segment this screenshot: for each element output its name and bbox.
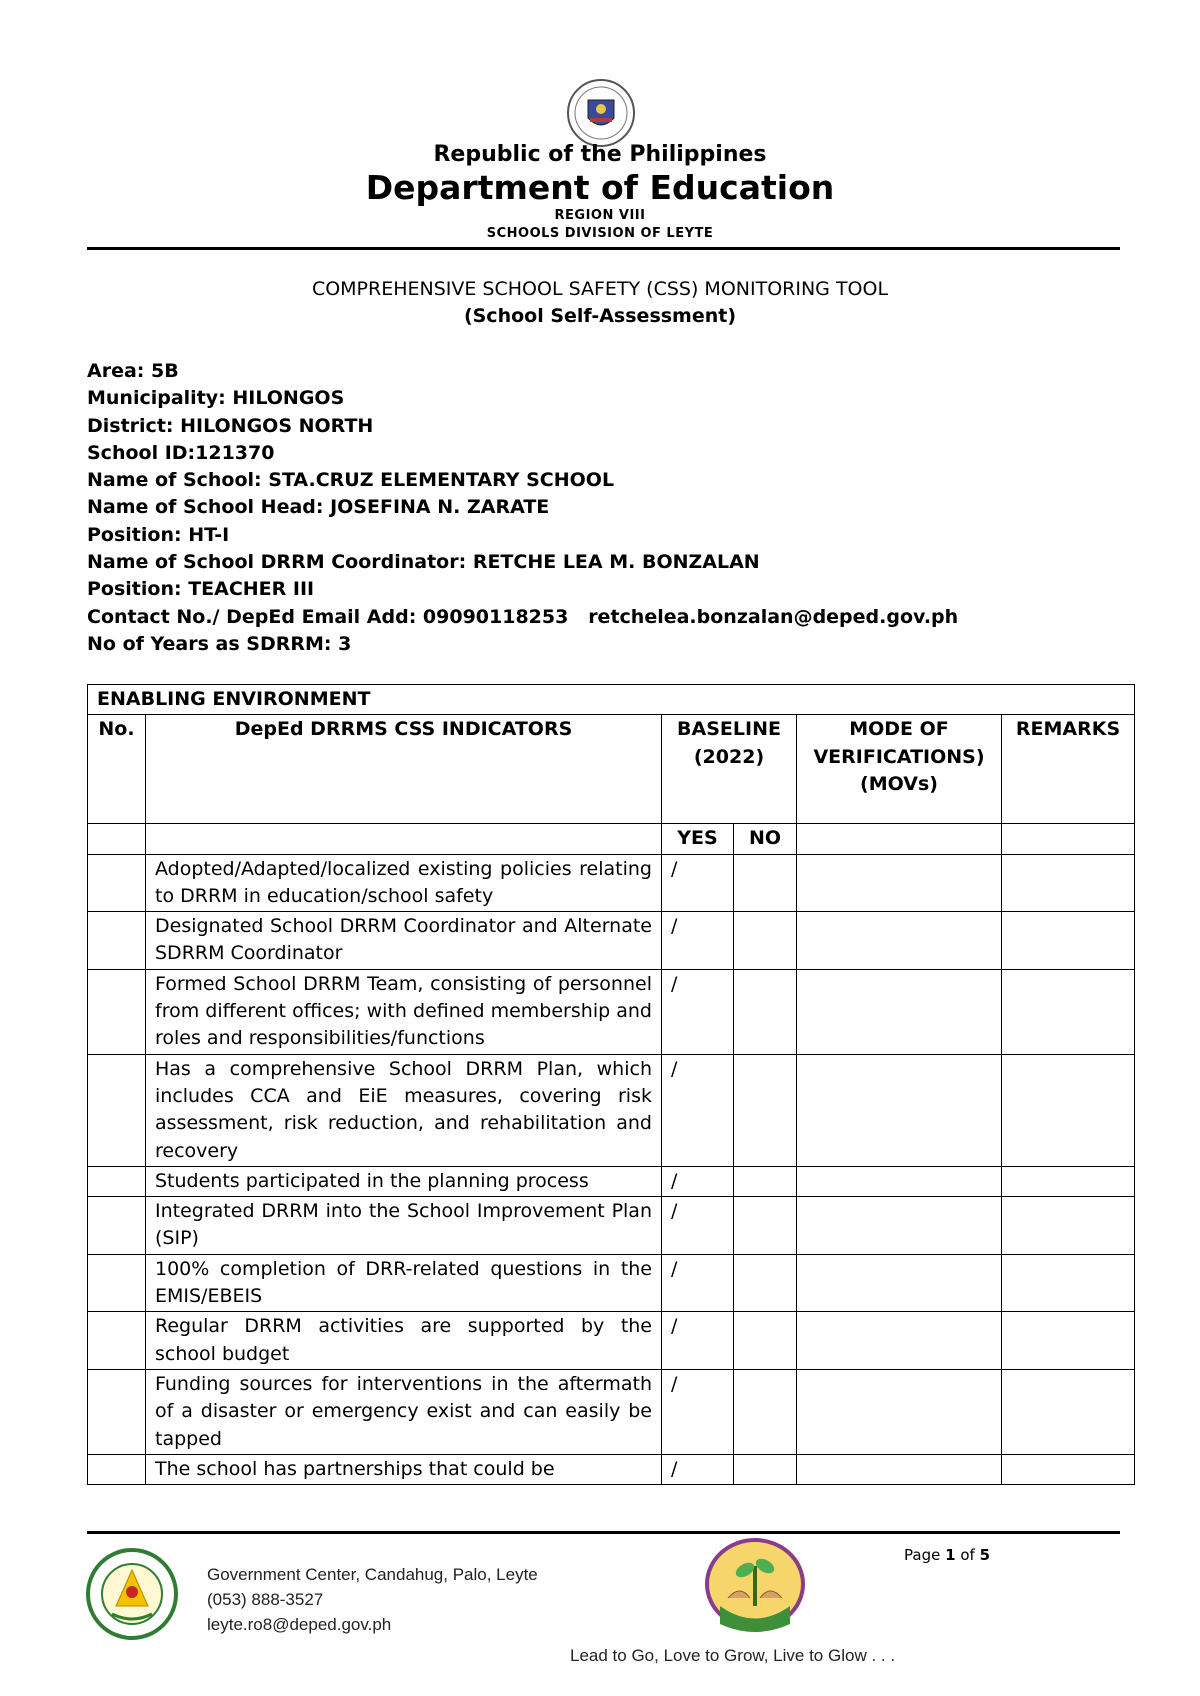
row-number	[88, 1369, 146, 1454]
indicator-text: Formed School DRRM Team, consisting of personnel from different offices; with defined membership and roles and responsibilities/functions	[146, 969, 662, 1054]
footer-contact	[207, 1562, 538, 1637]
remarks-cell	[1002, 1454, 1135, 1484]
page-number	[904, 1546, 990, 1564]
baseline-yes: /	[662, 1166, 734, 1196]
col-header-baseline: BASELINE (2022)	[662, 715, 797, 824]
footer-divider	[87, 1531, 1120, 1534]
indicator-text: Has a comprehensive School DRRM Plan, which includes CCA and EiE measures, covering risk assessment, risk reduction, and rehabilitation and recovery	[146, 1054, 662, 1166]
indicator-text: Designated School DRRM Coordinator and Alternate SDRRM Coordinator	[146, 912, 662, 970]
schools-division-logo	[86, 1548, 178, 1640]
page-total: 5	[979, 1546, 991, 1564]
table-row	[88, 1454, 1135, 1484]
document-subtitle: (School Self-Assessment)	[463, 305, 737, 327]
movs-cell	[797, 1166, 1002, 1196]
movs-cell	[797, 1197, 1002, 1255]
movs-cell	[797, 1454, 1002, 1484]
footer-email: leyte.ro8@deped.gov.ph	[207, 1615, 392, 1634]
col-header-movs: MODE OF VERIFICATIONS) (MOVs)	[797, 715, 1002, 824]
indicator-text: 100% completion of DRR-related questions in the EMIS/EBEIS	[146, 1254, 662, 1312]
remarks-cell	[1002, 1197, 1135, 1255]
table-row	[88, 1166, 1135, 1196]
row-number	[88, 912, 146, 970]
deped-seal-logo	[566, 78, 636, 148]
table-row	[88, 1254, 1135, 1312]
school-name-line: Name of School: STA.CRUZ ELEMENTARY SCHOOL	[87, 469, 615, 492]
remarks-cell	[1002, 1254, 1135, 1312]
footer-address: Government Center, Candahug, Palo, Leyte	[207, 1565, 538, 1584]
baseline-yes: /	[662, 854, 734, 912]
row-number	[88, 1197, 146, 1255]
school-head-line: Name of School Head: JOSEFINA N. ZARATE	[87, 496, 550, 519]
footer-phone: (053) 888-3527	[207, 1590, 324, 1609]
section-row	[88, 685, 1135, 715]
baseline-no	[734, 1369, 797, 1454]
baseline-no	[734, 1197, 797, 1255]
movs-cell	[797, 1369, 1002, 1454]
footer-slogan: Lead to Go, Love to Grow, Live to Glow . . .	[570, 1646, 896, 1665]
page-of: of	[960, 1546, 975, 1564]
col-header-no: No.	[88, 715, 146, 824]
baseline-no	[734, 969, 797, 1054]
municipality-line: Municipality: HILONGOS	[87, 387, 345, 410]
baseline-yes: /	[662, 1197, 734, 1255]
division-heading: SCHOOLS DIVISION OF LEYTE	[486, 226, 714, 241]
movs-cell	[797, 1312, 1002, 1370]
contact-line: Contact No./ DepEd Email Add: 09090118253 retchelea.bonzalan@deped.gov.ph	[87, 605, 959, 628]
baseline-no	[734, 912, 797, 970]
remarks-cell	[1002, 1054, 1135, 1166]
department-heading: Department of Education	[365, 168, 835, 207]
seedling-logo	[700, 1536, 810, 1641]
remarks-cell	[1002, 969, 1135, 1054]
baseline-yes: /	[662, 912, 734, 970]
page-current: 1	[945, 1546, 956, 1564]
baseline-no	[734, 1054, 797, 1166]
indicator-rows	[88, 854, 1135, 1485]
table-row	[88, 1054, 1135, 1166]
republic-heading: Republic of the Philippines	[433, 142, 767, 167]
remarks-cell	[1002, 1312, 1135, 1370]
indicator-text: Integrated DRRM into the School Improvement Plan (SIP)	[146, 1197, 662, 1255]
row-number	[88, 1254, 146, 1312]
movs-cell	[797, 1054, 1002, 1166]
table-row	[88, 1369, 1135, 1454]
baseline-yes: /	[662, 1312, 734, 1370]
area-line: Area: 5B	[87, 360, 179, 382]
indicator-text: The school has partnerships that could be	[146, 1454, 662, 1484]
col-header-indicators: DepEd DRRMS CSS INDICATORS	[146, 715, 662, 824]
movs-cell	[797, 854, 1002, 912]
remarks-cell	[1002, 1166, 1135, 1196]
baseline-yes: /	[662, 1454, 734, 1484]
baseline-no	[734, 1312, 797, 1370]
indicator-text: Funding sources for interventions in the aftermath of a disaster or emergency exist and can easily be tapped	[146, 1369, 662, 1454]
district-line: District: HILONGOS NORTH	[87, 414, 374, 437]
baseline-yes: /	[662, 1254, 734, 1312]
css-indicators-table	[87, 684, 1135, 1485]
years-line: No of Years as SDRRM: 3	[87, 632, 352, 655]
table-row	[88, 854, 1135, 912]
row-number	[88, 854, 146, 912]
table-row	[88, 912, 1135, 970]
baseline-no	[734, 1454, 797, 1484]
school-id-line: School ID:121370	[87, 441, 275, 464]
table-row	[88, 1197, 1135, 1255]
remarks-cell	[1002, 912, 1135, 970]
baseline-yes: /	[662, 969, 734, 1054]
col-header-remarks: REMARKS	[1002, 715, 1135, 824]
document-title: COMPREHENSIVE SCHOOL SAFETY (CSS) MONITORING TOOL	[311, 278, 889, 300]
baseline-no	[734, 854, 797, 912]
table-row	[88, 969, 1135, 1054]
row-number	[88, 1312, 146, 1370]
row-number	[88, 1166, 146, 1196]
head-position-line: Position: HT-I	[87, 523, 230, 546]
movs-cell	[797, 969, 1002, 1054]
coordinator-position-line: Position: TEACHER III	[87, 578, 315, 601]
row-number	[88, 1054, 146, 1166]
baseline-yes: /	[662, 1054, 734, 1166]
indicator-text: Adopted/Adapted/localized existing policies relating to DRRM in education/school safety	[146, 854, 662, 912]
row-number	[88, 969, 146, 1054]
coordinator-line: Name of School DRRM Coordinator: RETCHE LEA M. BONZALAN	[87, 551, 760, 574]
table-row	[88, 1312, 1135, 1370]
subheader-row	[88, 824, 1135, 854]
section-title: ENABLING ENVIRONMENT	[88, 685, 1135, 715]
indicator-text: Regular DRRM activities are supported by the school budget	[146, 1312, 662, 1370]
page-word: Page	[904, 1546, 941, 1564]
region-heading: REGION VIII	[554, 208, 646, 223]
table-header-row	[88, 715, 1135, 824]
row-number	[88, 1454, 146, 1484]
header-divider	[87, 247, 1120, 250]
col-header-no-answer: NO	[734, 824, 797, 854]
indicator-text: Students participated in the planning process	[146, 1166, 662, 1196]
remarks-cell	[1002, 1369, 1135, 1454]
col-header-yes: YES	[662, 824, 734, 854]
movs-cell	[797, 912, 1002, 970]
baseline-yes: /	[662, 1369, 734, 1454]
remarks-cell	[1002, 854, 1135, 912]
movs-cell	[797, 1254, 1002, 1312]
baseline-no	[734, 1166, 797, 1196]
school-info-block	[87, 358, 958, 658]
baseline-no	[734, 1254, 797, 1312]
